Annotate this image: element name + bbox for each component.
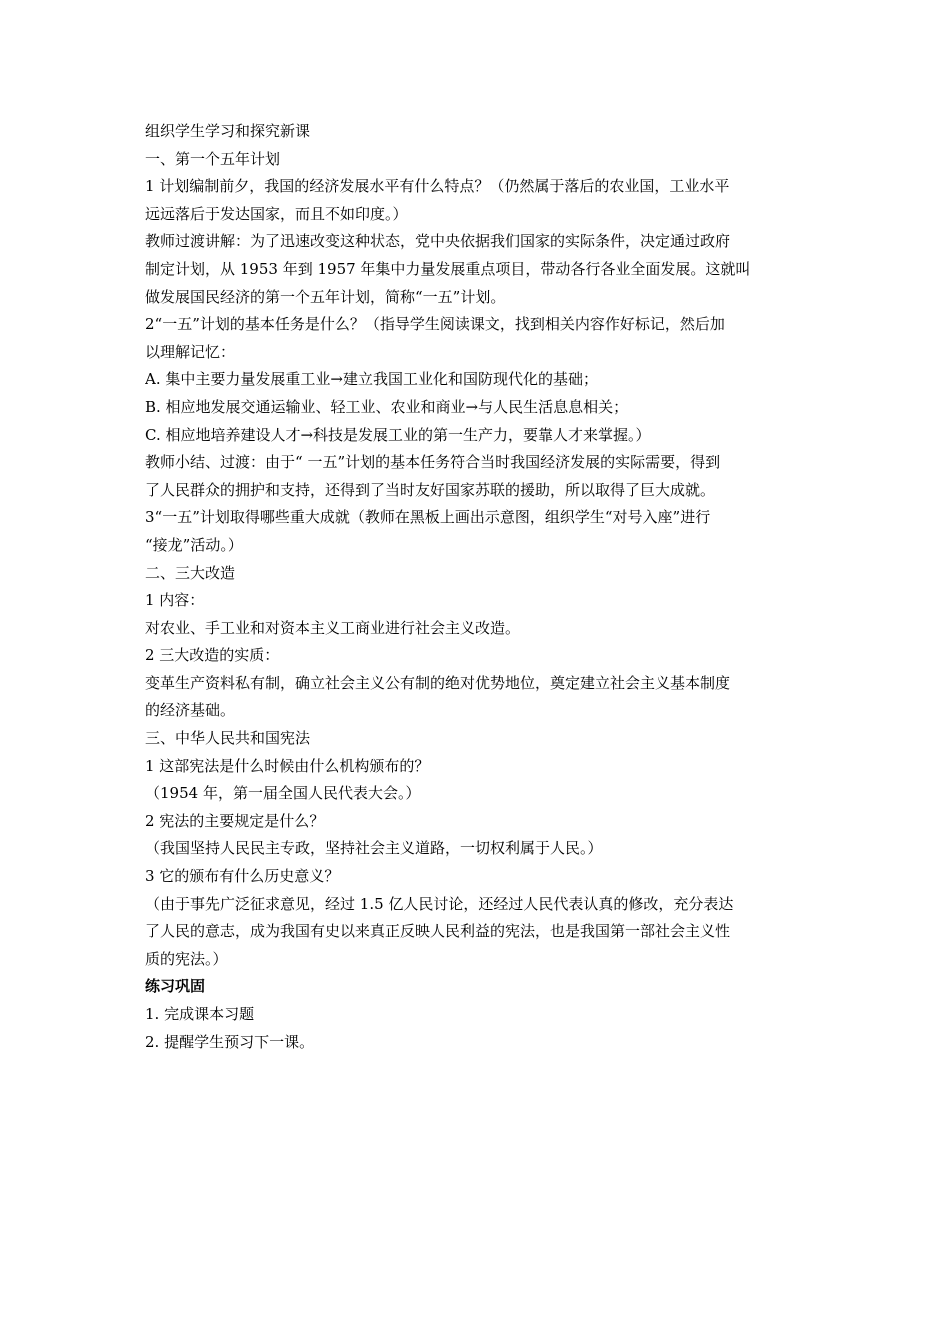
paragraph-line: 以理解记忆： (145, 342, 236, 361)
answer-line: 质的宪法。） (145, 949, 228, 968)
question-line: 3 它的颁布有什么历史意义？ (145, 867, 340, 886)
paragraph-line: 教师小结、过渡：由于“ 一五”计划的基本任务符合当时我国经济发展的实际需要，得到 (145, 453, 721, 472)
answer-line: （我国坚持人民民主专政，坚持社会主义道路，一切权利属于人民。） (145, 839, 603, 858)
section-title: 三、中华人民共和国宪法 (145, 729, 311, 748)
list-item: C. 相应地培养建设人才→科技是发展工业的第一生产力，要靠人才来掌握。） (145, 425, 651, 444)
paragraph-line: 2 三大改造的实质： (145, 646, 280, 665)
section-heading: 组织学生学习和探究新课 (145, 122, 311, 140)
list-item: A. 集中主要力量发展重工业→建立我国工业化和国防现代化的基础； (145, 370, 598, 389)
section-title: 二、三大改造 (145, 563, 236, 582)
paragraph-line: 3“一五”计划取得哪些重大成就（教师在黑板上画出示意图，组织学生“对号入座”进行 (145, 508, 711, 527)
paragraph-line: 1 内容： (145, 591, 205, 610)
list-item: 1. 完成课本习题 (145, 1005, 255, 1023)
answer-line: 了人民的意志，成为我国有史以来真正反映人民利益的宪法，也是我国第一部社会主义性 (145, 922, 731, 941)
paragraph-line: 变革生产资料私有制，确立社会主义公有制的绝对优势地位，奠定建立社会主义基本制度 (145, 673, 731, 692)
paragraph-line: 2“一五”计划的基本任务是什么？（指导学生阅读课文，找到相关内容作好标记，然后加 (145, 315, 725, 334)
question-line: 2 宪法的主要规定是什么？ (145, 811, 325, 830)
list-item: B. 相应地发展交通运输业、轻工业、农业和商业→与人民生活息息相关； (145, 397, 629, 416)
section-title: 一、第一个五年计划 (145, 149, 281, 168)
paragraph-line: 了人民群众的拥护和支持，还得到了当时友好国家苏联的援助，所以取得了巨大成就。 (145, 480, 716, 499)
paragraph-line: 1 计划编制前夕，我国的经济发展水平有什么特点？（仍然属于落后的农业国，工业水平 (145, 177, 730, 196)
paragraph-line: 制定计划，从 1953 年到 1957 年集中力量发展重点项目，带动各行各业全面发展。这就叫 (145, 259, 751, 278)
answer-line: （1954 年，第一届全国人民代表大会。） (145, 784, 421, 803)
paragraph-line: 做发展国民经济的第一个五年计划，简称“一五”计划。 (145, 287, 506, 306)
paragraph-line: 远远落后于发达国家，而且不如印度。） (145, 204, 408, 223)
practice-heading: 练习巩固 (145, 977, 206, 996)
question-line: 1 这部宪法是什么时候由什么机构颁布的？ (145, 756, 430, 775)
paragraph-line: 的经济基础。 (145, 701, 236, 720)
paragraph-line: 教师过渡讲解：为了迅速改变这种状态，党中央依据我们国家的实际条件，决定通过政府 (145, 232, 731, 251)
answer-line: （由于事先广泛征求意见，经过 1.5 亿人民讨论，还经过人民代表认真的修改，充分表达 (145, 894, 734, 913)
paragraph-line: 对农业、手工业和对资本主义工商业进行社会主义改造。 (145, 618, 521, 637)
document-body (145, 118, 810, 1056)
paragraph-line: “接龙”活动。） (145, 535, 243, 554)
list-item: 2. 提醒学生预习下一课。 (145, 1032, 315, 1051)
